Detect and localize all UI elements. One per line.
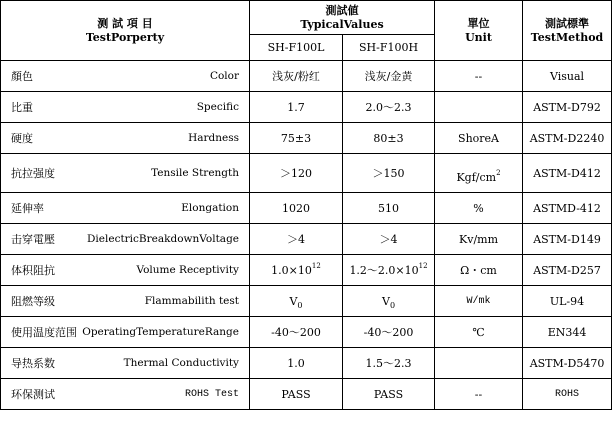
method-cell: UL-94 xyxy=(523,286,612,317)
property-cell xyxy=(1,224,250,255)
property-en: Color xyxy=(209,70,239,82)
value-a-base: V xyxy=(289,294,298,308)
table-row xyxy=(1,286,612,317)
property-cell xyxy=(1,154,250,193)
property-en: DielectricBreakdownVoltage xyxy=(87,233,239,245)
value-b-base: V xyxy=(381,294,390,308)
unit-exponent: 2 xyxy=(496,168,501,177)
method-cell: ASTM-D5470 xyxy=(523,348,612,379)
property-en: Volume Receptivity xyxy=(136,264,239,276)
unit-cell: -- xyxy=(435,379,523,410)
value-b: 浅灰/金黄 xyxy=(343,61,435,92)
property-cell xyxy=(1,92,250,123)
value-b: 1.5～2.3 xyxy=(343,348,435,379)
property-cell xyxy=(1,61,250,92)
property-en: Elongation xyxy=(181,202,239,214)
property-cn: 环保测试 xyxy=(11,388,55,401)
property-cell xyxy=(1,286,250,317)
property-cn: 抗拉强度 xyxy=(11,167,55,180)
property-cn: 阻燃等级 xyxy=(11,295,55,308)
method-cell: ROHS xyxy=(523,379,612,410)
property-cn: 比重 xyxy=(11,101,33,114)
unit-cell: % xyxy=(435,193,523,224)
value-a: PASS xyxy=(250,379,343,410)
property-en: Flammabilith test xyxy=(144,295,239,307)
value-b: 80±3 xyxy=(343,123,435,154)
header-grade-b: SH-F100H xyxy=(343,35,435,61)
header-property-cn: 测 試 項 目 xyxy=(97,16,153,30)
method-cell: EN344 xyxy=(523,317,612,348)
method-cell: ASTM-D792 xyxy=(523,92,612,123)
property-en: Tensile Strength xyxy=(151,167,239,179)
header-unit xyxy=(435,1,523,61)
value-b: 510 xyxy=(343,193,435,224)
value-a: 1020 xyxy=(250,193,343,224)
method-cell: Visual xyxy=(523,61,612,92)
value-b: -40～200 xyxy=(343,317,435,348)
value-b: ＞4 xyxy=(343,224,435,255)
value-b-exponent: 12 xyxy=(418,262,428,271)
value-b: ＞150 xyxy=(343,154,435,193)
header-values-cn: 測試値 xyxy=(325,3,359,17)
property-cn: 顏色 xyxy=(11,70,33,83)
value-a: 1.0 xyxy=(250,348,343,379)
property-en: Specific xyxy=(196,101,239,113)
method-cell: ASTMD-412 xyxy=(523,193,612,224)
value-a xyxy=(250,286,343,317)
property-cn: 使用温度范围 xyxy=(11,326,77,339)
table-row xyxy=(1,224,612,255)
property-cell xyxy=(1,379,250,410)
value-a: 75±3 xyxy=(250,123,343,154)
unit-cell: W/mk xyxy=(435,286,523,317)
table-row xyxy=(1,348,612,379)
property-cell xyxy=(1,255,250,286)
header-values-en: TypicalValues xyxy=(300,17,384,31)
property-cn: 延伸率 xyxy=(11,202,44,215)
header-row-1 xyxy=(1,1,612,35)
value-a: ＞120 xyxy=(250,154,343,193)
property-cn: 击穿電壓 xyxy=(11,233,55,246)
value-b: 2.0～2.3 xyxy=(343,92,435,123)
table-row xyxy=(1,255,612,286)
property-cn: 体积阻抗 xyxy=(11,264,55,277)
property-cn: 硬度 xyxy=(11,132,33,145)
table-row xyxy=(1,317,612,348)
table-row xyxy=(1,123,612,154)
header-method xyxy=(523,1,612,61)
header-method-en: TestMethod xyxy=(530,30,604,44)
header-property xyxy=(1,1,250,61)
header-method-cn: 測試標準 xyxy=(545,16,590,30)
property-en: OperatingTemperatureRange xyxy=(82,326,239,338)
table-row xyxy=(1,92,612,123)
method-cell: ASTM-D2240 xyxy=(523,123,612,154)
table-row xyxy=(1,379,612,410)
unit-cell: Kv/mm xyxy=(435,224,523,255)
property-en: Thermal Conductivity xyxy=(123,357,239,369)
value-a: 浅灰/粉红 xyxy=(250,61,343,92)
value-a-base: 1.0×10 xyxy=(271,263,312,277)
method-cell: ASTM-D257 xyxy=(523,255,612,286)
property-cn: 导热系数 xyxy=(11,357,55,370)
value-a-subscript: 0 xyxy=(297,300,303,310)
unit-cell xyxy=(435,154,523,193)
property-cell xyxy=(1,317,250,348)
property-en: Hardness xyxy=(188,132,239,144)
unit-cell: ShoreA xyxy=(435,123,523,154)
table-row xyxy=(1,154,612,193)
method-cell: ASTM-D412 xyxy=(523,154,612,193)
table-row xyxy=(1,61,612,92)
unit-cell: -- xyxy=(435,61,523,92)
unit-base: Kgf/cm xyxy=(456,170,497,184)
unit-cell: ℃ xyxy=(435,317,523,348)
value-a: -40～200 xyxy=(250,317,343,348)
value-a: ＞4 xyxy=(250,224,343,255)
header-unit-en: Unit xyxy=(465,30,492,44)
value-b-base: 1.2～2.0×10 xyxy=(349,264,419,277)
header-grade-a: SH-F100L xyxy=(250,35,343,61)
property-cell xyxy=(1,123,250,154)
property-en: ROHS Test xyxy=(184,388,239,400)
unit-cell xyxy=(435,92,523,123)
table-row xyxy=(1,193,612,224)
value-a: 1.7 xyxy=(250,92,343,123)
unit-cell xyxy=(435,348,523,379)
header-values xyxy=(250,1,435,35)
header-property-en: TestPorperty xyxy=(85,30,165,44)
value-b-subscript: 0 xyxy=(389,300,396,310)
property-cell xyxy=(1,348,250,379)
value-a xyxy=(250,255,343,286)
value-b: PASS xyxy=(343,379,435,410)
method-cell: ASTM-D149 xyxy=(523,224,612,255)
unit-cell: Ω・cm xyxy=(435,255,523,286)
value-b xyxy=(343,286,435,317)
property-cell xyxy=(1,193,250,224)
value-a-exponent: 12 xyxy=(311,261,321,270)
header-unit-cn: 單位 xyxy=(467,16,490,30)
value-b xyxy=(343,255,435,286)
